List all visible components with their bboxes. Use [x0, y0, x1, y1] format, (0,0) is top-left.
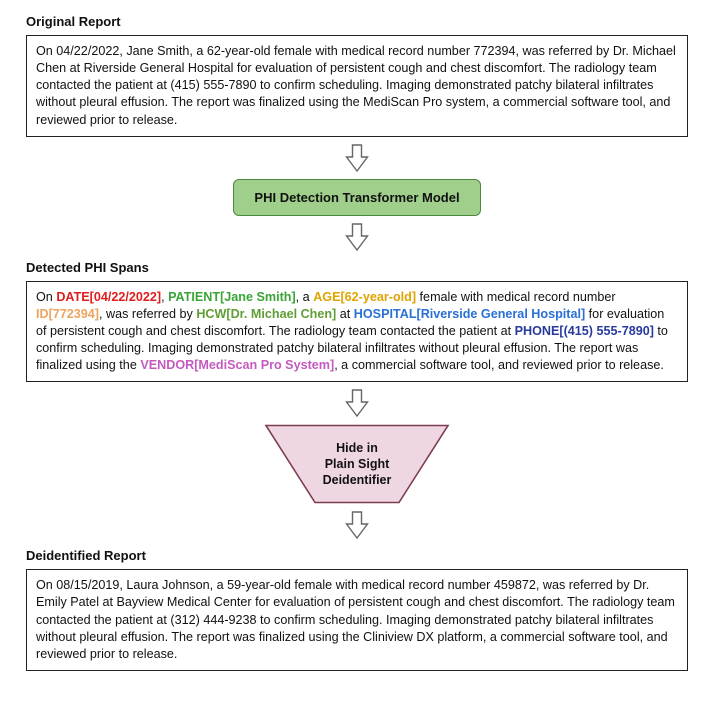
phi-detection-model-label: PHI Detection Transformer Model — [254, 189, 460, 205]
down-arrow-icon — [345, 511, 369, 539]
original-report-heading: Original Report — [26, 14, 121, 29]
plain-text: at — [336, 306, 354, 321]
detected-phi-box — [26, 281, 688, 383]
plain-text: , — [161, 289, 169, 304]
phi-span-phone: PHONE[(415) 555-7890] — [514, 323, 654, 338]
hide-in-plain-sight-deidentifier-node — [262, 424, 452, 504]
deidentifier-label-line1: Hide in — [336, 440, 378, 455]
deidentifier-label — [262, 424, 452, 504]
phi-detection-model-box — [233, 179, 481, 216]
plain-text: for evaluation of persistent cough and chest discomfort. The radiology team contacted the patient at — [36, 306, 668, 338]
phi-span-id: ID[772394] — [36, 306, 100, 321]
down-arrow-icon — [345, 389, 369, 417]
deidentifier-label-line2: Plain Sight — [324, 457, 390, 472]
original-report-text: On 04/22/2022, Jane Smith, a 62-year-old female with medical record number 772394, was referred by Dr. Michael Chen at Riverside General Hospital for evaluation of persistent cough and chest discomfort. The radiology team contacted the patient at (415) 555-7890 to confirm scheduling. Imaging demonstrated patchy bilateral infiltrates without pleural effusion. The report was finalized using the MediScan Pro system, a commercial software tool, and reviewed prior to release. — [36, 44, 676, 127]
phi-span-hospital: HOSPITAL[Riverside General Hospital] — [353, 306, 586, 321]
plain-text: , a commercial software tool, and reviewed prior to release. — [334, 358, 664, 373]
plain-text: to confirm scheduling. Imaging demonstrated patchy bilateral infiltrates without pleural effusion. The report was finalized using the — [36, 323, 672, 373]
plain-text: female with medical record number — [416, 289, 620, 304]
deidentified-report-heading: Deidentified Report — [26, 548, 146, 564]
down-arrow-icon — [345, 144, 369, 172]
plain-text: , was referred by — [99, 306, 197, 321]
deidentified-report-box — [26, 569, 688, 671]
phi-span-patient: PATIENT[Jane Smith] — [168, 289, 296, 304]
phi-span-age: AGE[62-year-old] — [313, 289, 417, 304]
deidentifier-label-line3: Deidentifier — [322, 473, 392, 488]
plain-text: , a — [295, 289, 314, 304]
plain-text: On — [36, 289, 57, 304]
detected-phi-heading: Detected PHI Spans — [26, 259, 149, 275]
detected-phi-text — [36, 290, 671, 373]
phi-span-hcw: HCW[Dr. Michael Chen] — [196, 306, 337, 321]
original-report-box — [26, 35, 688, 137]
phi-span-date: DATE[04/22/2022] — [56, 289, 162, 304]
deidentified-report-text: On 08/15/2019, Laura Johnson, a 59-year-old female with medical record number 459872, was referred by Dr. Emily Patel at Bayview Medical Center for evaluation of persistent cough and chest discomfort. The radiology team contacted the patient at (312) 444-9238 to confirm scheduling. Imaging demonstrated patchy bilateral infiltrates without pleural effusion. The report was finalized using the Cliniview DX platform, a commercial software tool, and reviewed prior to release. — [36, 578, 675, 661]
down-arrow-icon — [345, 223, 369, 251]
phi-span-vendor: VENDOR[MediScan Pro System] — [140, 358, 335, 373]
